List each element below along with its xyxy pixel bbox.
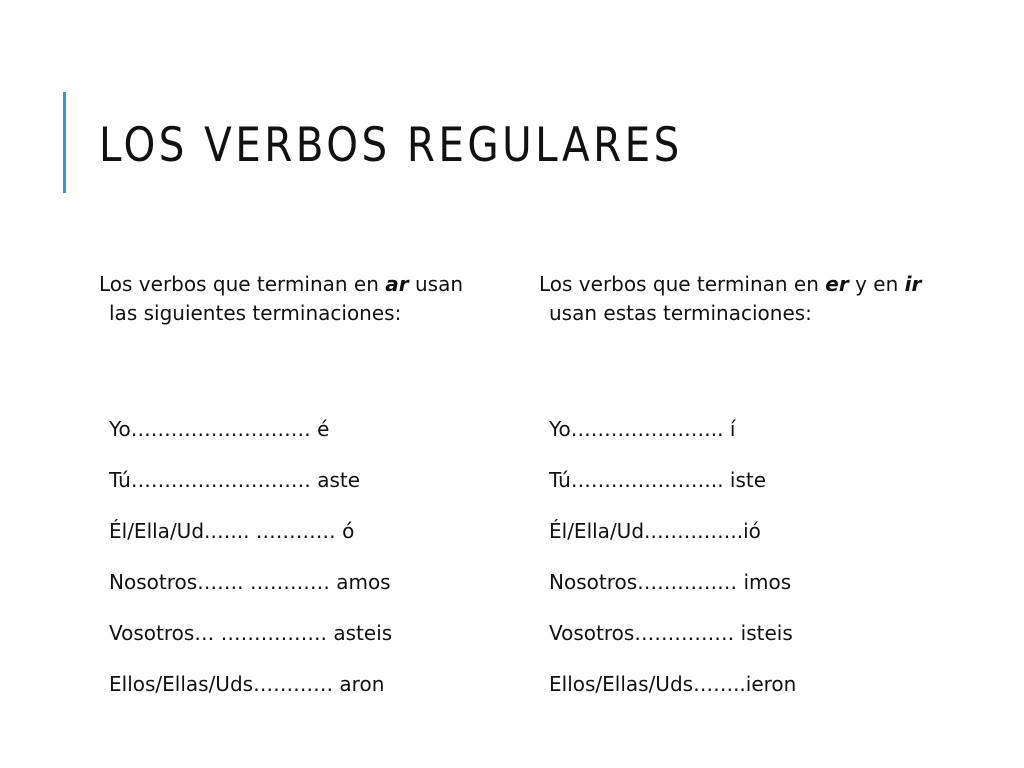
er-ir-ending-row: Yo………………….. í — [549, 417, 736, 441]
er-ir-ending-row: Vosotros…………… isteis — [549, 621, 793, 645]
ar-intro-tail: usan — [408, 272, 464, 296]
er-ir-ending-row: Él/Ella/Ud.…………..ió — [549, 519, 761, 543]
ar-verbs-column — [99, 270, 519, 696]
er-ir-ending-row: Nosotros…………… imos — [549, 570, 792, 594]
ar-intro-text: Los verbos que terminan en — [99, 272, 386, 296]
er-ir-intro-middle: y en — [848, 272, 905, 296]
ar-intro-line2: las siguientes terminaciones: — [109, 301, 402, 325]
ar-ending-row: Nosotros……. ………… amos — [109, 570, 391, 594]
ir-ending: ir — [904, 272, 922, 296]
er-ir-intro-text: Los verbos que terminan en — [539, 272, 826, 296]
ar-ending-row: Tú……………………… aste — [109, 468, 361, 492]
ar-ending-row: Ellos/Ellas/Uds………… aron — [109, 672, 385, 696]
ar-ending-row: Vosotros… ……………. asteis — [109, 621, 393, 645]
er-ir-ending-row: Tú………………….. iste — [549, 468, 767, 492]
title-accent-bar — [63, 92, 66, 193]
er-ir-endings-list — [549, 404, 796, 710]
ar-endings-list — [109, 404, 392, 710]
er-ending: er — [825, 272, 849, 296]
slide-title: LOS VERBOS REGULARES — [99, 118, 683, 173]
ar-ending: ar — [385, 272, 409, 296]
ar-ending-row: Yo……………………… é — [109, 417, 330, 441]
er-ir-verbs-column — [539, 270, 979, 696]
ar-intro — [99, 270, 519, 328]
er-ir-ending-row: Ellos/Ellas/Uds……..ieron — [549, 672, 797, 696]
er-ir-intro — [539, 270, 979, 328]
ar-ending-row: Él/Ella/Ud.…... ………… ó — [109, 519, 355, 543]
er-ir-intro-line2: usan estas terminaciones: — [549, 301, 812, 325]
